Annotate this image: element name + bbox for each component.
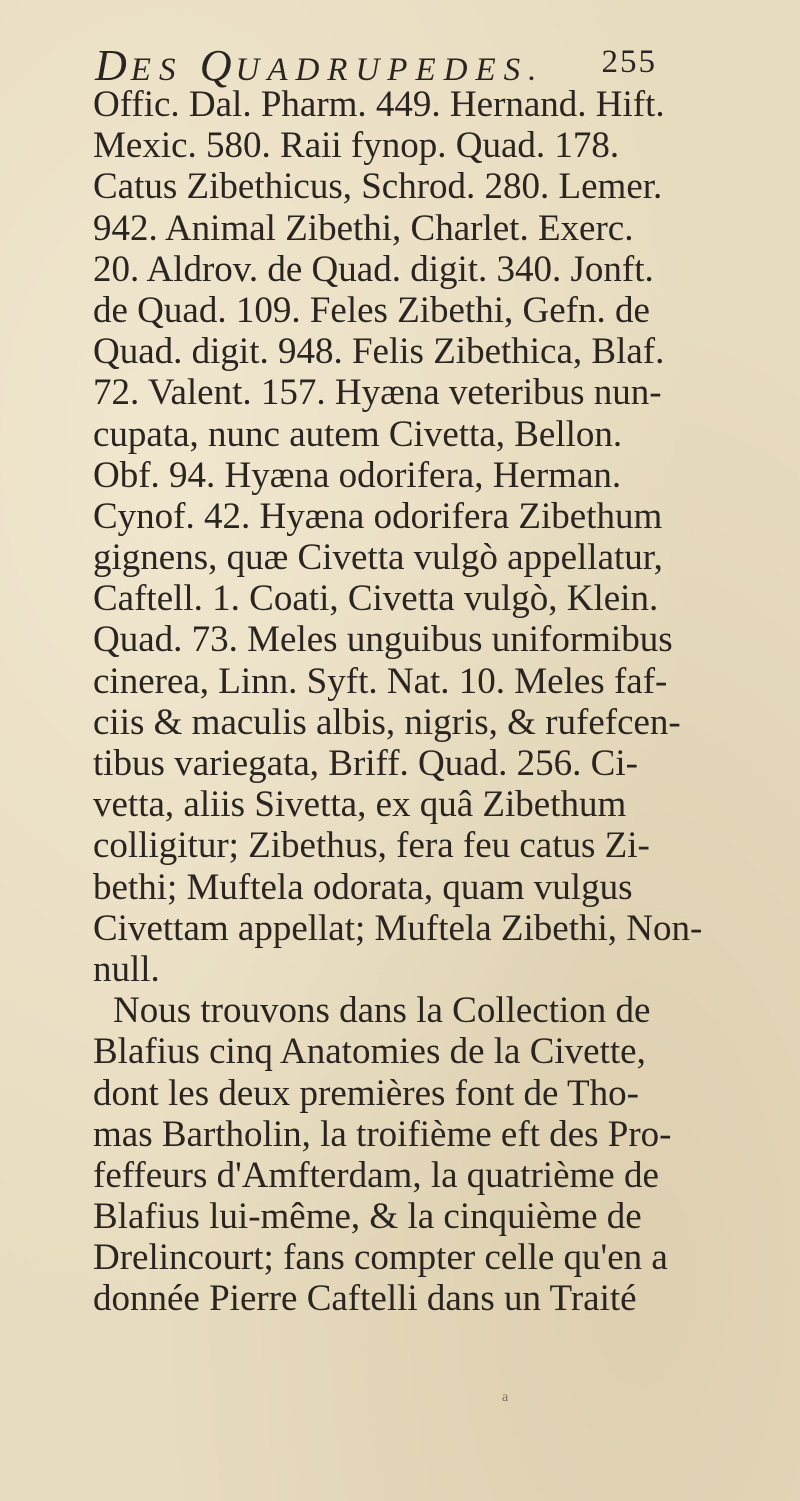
text-line-27: feffeurs d'Amfterdam, la quatrième de (93, 1154, 659, 1196)
text-line-5: 20. Aldrov. de Quad. digit. 340. Jonft. (93, 248, 654, 290)
text-line-20: bethi; Muftela odorata, quam vulgus (93, 866, 633, 908)
running-head-quadrupedes: UADRUPEDES. (235, 52, 545, 88)
text-line-15: cinerea, Linn. Syft. Nat. 10. Meles faf- (93, 660, 668, 702)
text-line-19: colligitur; Zibethus, fera feu catus Zi- (93, 825, 650, 867)
text-line-28: Blafius lui-même, & la cinquième de (93, 1196, 642, 1238)
text-line-22: null. (93, 948, 160, 990)
text-line-23: Nous trouvons dans la Collection de (113, 990, 651, 1032)
text-line-3: Catus Zibethicus, Schrod. 280. Lemer. (93, 166, 663, 208)
text-line-10: Obf. 94. Hyæna odorifera, Herman. (93, 454, 622, 496)
running-head-initial-d: D (95, 41, 131, 90)
text-line-29: Drelincourt; fans compter celle qu'en a (93, 1237, 668, 1279)
page-number: 255 (601, 44, 657, 80)
text-line-12: gignens, quæ Civetta vulgò appellatur, (93, 537, 663, 579)
text-line-16: ciis & maculis albis, nigris, & rufefcen- (93, 701, 681, 743)
running-head-des: ES (130, 52, 200, 88)
text-line-24: Blafius cinq Anatomies de la Civette, (93, 1031, 646, 1073)
text-line-17: tibus variegata, Briff. Quad. 256. Ci- (93, 743, 638, 784)
text-line-25: dont les deux premières font de Tho- (93, 1072, 639, 1114)
body-text (93, 84, 725, 1320)
text-line-9: cupata, nunc autem Civetta, Bellon. (93, 413, 623, 455)
text-line-8: 72. Valent. 157. Hyæna veteribus nun- (93, 372, 662, 414)
text-line-1: Offic. Dal. Pharm. 449. Hernand. Hift. (93, 84, 665, 125)
text-line-13: Caftell. 1. Coati, Civetta vulgò, Klein. (93, 578, 659, 620)
running-head-initial-q: Q (199, 41, 236, 90)
catchword: a (502, 1390, 509, 1405)
text-line-4: 942. Animal Zibethi, Charlet. Exerc. (93, 207, 634, 249)
text-line-21: Civettam appellat; Muftela Zibethi, Non- (93, 907, 703, 949)
text-line-6: de Quad. 109. Feles Zibethi, Gefn. de (93, 289, 650, 331)
text-line-26: mas Bartholin, la troifième eft des Pro- (93, 1113, 672, 1155)
text-line-18: vetta, aliis Sivetta, ex quâ Zibethum (93, 784, 627, 826)
text-line-11: Cynof. 42. Hyæna odorifera Zibethum (93, 495, 663, 537)
text-line-30: donnée Pierre Caftelli dans un Traité (93, 1278, 637, 1320)
text-line-14: Quad. 73. Meles unguibus uniformibus (93, 619, 673, 661)
text-line-2: Mexic. 580. Raii fynop. Quad. 178. (93, 125, 620, 167)
text-line-7: Quad. digit. 948. Felis Zibethica, Blaf. (93, 331, 665, 373)
